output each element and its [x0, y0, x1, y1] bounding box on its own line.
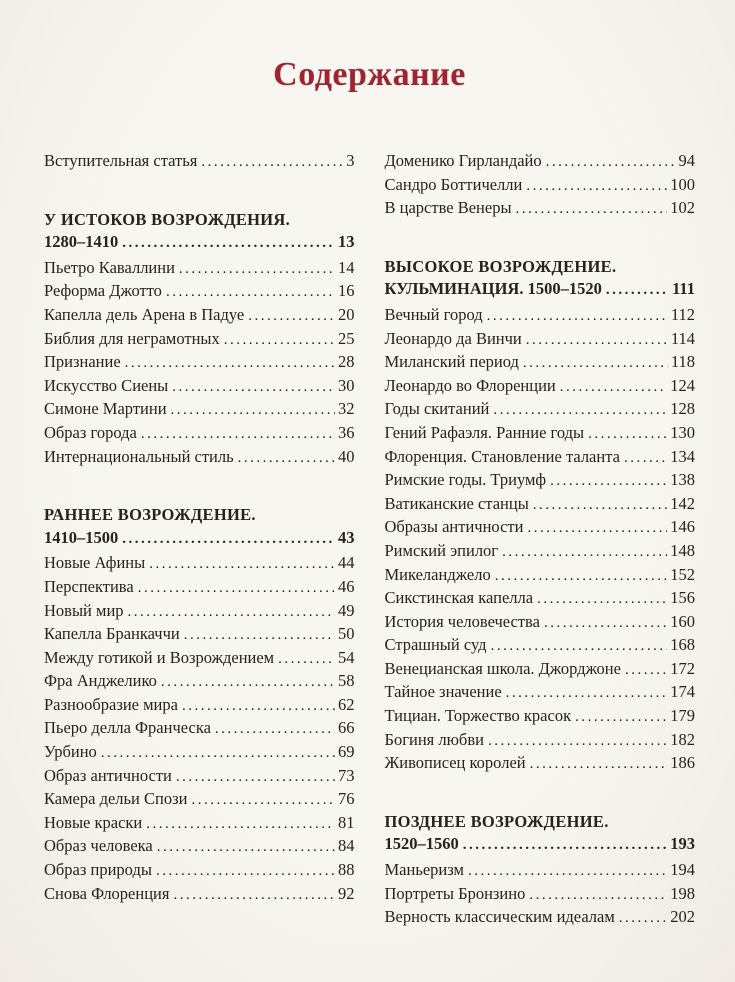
toc-entry-page: 58 — [338, 671, 355, 691]
dot-leader — [146, 812, 335, 836]
toc-entry-label: Тициан. Торжество красок — [384, 706, 572, 726]
toc-entry-label: Искусство Сиены — [44, 375, 169, 395]
toc-entry-page: 32 — [338, 399, 355, 419]
toc-entry-label: Снова Флоренция — [44, 883, 170, 903]
toc-entry-label: Образ природы — [44, 860, 152, 880]
toc-entry-label: Пьетро Каваллини — [44, 257, 175, 277]
toc-entry-label: Новые Афины — [44, 553, 146, 573]
toc-entry — [385, 634, 696, 658]
dot-leader — [506, 681, 668, 705]
dot-leader — [149, 552, 335, 576]
toc-entry — [385, 705, 696, 729]
toc-column-left — [44, 150, 355, 930]
toc-entry-label: Венецианская школа. Джорджоне — [384, 658, 621, 678]
dot-leader — [502, 540, 667, 564]
toc-entry — [385, 564, 696, 588]
toc-entry-label: Перспектива — [44, 576, 134, 596]
toc-entry — [385, 197, 696, 221]
dot-leader — [215, 717, 335, 741]
toc-entry-page: 73 — [338, 765, 355, 785]
toc-entry-page: 130 — [670, 422, 695, 442]
toc-entry-list — [44, 257, 355, 469]
section-subtitle-label: 1520–1560 — [384, 834, 459, 854]
toc-entry — [385, 883, 696, 907]
toc-entry-page: 94 — [678, 151, 695, 170]
dot-leader — [493, 398, 667, 422]
toc-entry — [44, 812, 355, 836]
dot-leader — [166, 280, 335, 304]
toc-entry — [385, 729, 696, 753]
section-subtitle — [385, 833, 696, 857]
toc-entry-label: Гений Рафаэля. Ранние годы — [384, 422, 585, 442]
toc-entry — [44, 257, 355, 281]
toc-entry-label: Разнообразие мира — [44, 694, 178, 714]
toc-entry — [385, 174, 696, 198]
toc-entry-label: Капелла дель Арена в Падуе — [44, 304, 245, 324]
toc-entry-page: 146 — [670, 517, 695, 537]
toc-entry — [385, 752, 696, 776]
toc-entry — [44, 741, 355, 765]
section-title: РАННЕЕ ВОЗРОЖДЕНИЕ. — [44, 505, 256, 525]
toc-entry-label: Новые краски — [44, 812, 143, 832]
toc-entry-page: 16 — [338, 281, 355, 301]
toc-entry — [44, 670, 355, 694]
toc-entry — [385, 493, 696, 517]
toc-entry-label: Тайное значение — [384, 682, 502, 702]
toc-entry — [385, 469, 696, 493]
toc-entry-label: В царстве Венеры — [384, 198, 512, 218]
section-subtitle — [44, 527, 355, 551]
toc-entry — [44, 647, 355, 671]
toc-entry-label: Доменико Гирландайо — [384, 151, 542, 170]
toc-entry-page: 81 — [338, 812, 355, 832]
dot-leader — [624, 446, 667, 470]
toc-entry-label: Римский эпилог — [384, 540, 499, 560]
toc-entry-page: 202 — [670, 907, 695, 927]
toc-entry — [385, 859, 696, 883]
toc-entry-page: 168 — [670, 635, 695, 655]
section-heading — [44, 504, 355, 550]
toc-entry-page: 186 — [670, 753, 695, 773]
dot-leader — [625, 658, 667, 682]
toc-entry-label: Новый мир — [44, 600, 124, 620]
toc-entry-page: 102 — [670, 198, 695, 218]
section-subtitle-page: 111 — [672, 279, 695, 299]
toc-entry — [44, 717, 355, 741]
toc-entry-label: Вступительная статья — [44, 151, 198, 170]
section-subtitle-page: 193 — [670, 834, 695, 854]
toc-entry-label: Образ города — [44, 422, 137, 442]
toc-entry-label: Урбино — [44, 742, 97, 762]
dot-leader — [122, 231, 335, 255]
toc-entry — [385, 540, 696, 564]
toc-entry — [385, 304, 696, 328]
dot-leader — [523, 351, 668, 375]
toc-entry-page: 124 — [670, 375, 695, 395]
toc-entry-list — [385, 304, 696, 776]
dot-leader — [172, 375, 335, 399]
page-title: Содержание — [273, 56, 466, 93]
toc-entry — [44, 398, 355, 422]
section-title: У ИСТОКОВ ВОЗРОЖДЕНИЯ. — [44, 209, 291, 229]
dot-leader — [537, 587, 667, 611]
toc-entry-page: 179 — [670, 706, 695, 726]
toc-entry-page: 25 — [338, 328, 355, 348]
toc-entry-page: 62 — [338, 694, 355, 714]
toc-entry-label: Флоренция. Становление таланта — [384, 446, 620, 466]
dot-leader — [173, 883, 335, 907]
toc-entry — [44, 788, 355, 812]
toc-entry-page: 36 — [338, 422, 355, 442]
dot-leader — [161, 670, 335, 694]
toc-entry-list — [385, 859, 696, 930]
toc-entry — [44, 694, 355, 718]
toc-entry-page: 138 — [670, 470, 695, 490]
toc-entry-label: Камера дельи Спози — [44, 789, 188, 809]
dot-leader — [495, 564, 668, 588]
toc-entry-page: 160 — [670, 611, 695, 631]
toc-entry — [44, 623, 355, 647]
toc-entry-page: 134 — [670, 446, 695, 466]
toc-entry-label: Пьеро делла Франческа — [44, 718, 211, 738]
toc-entry — [385, 611, 696, 635]
toc-entry — [44, 375, 355, 399]
toc-entry-label: Признание — [44, 352, 121, 372]
toc-entry-page: 112 — [670, 304, 695, 324]
dot-leader — [238, 446, 335, 470]
toc-entry — [385, 658, 696, 682]
toc-column-right — [385, 150, 696, 930]
dot-leader — [224, 328, 335, 352]
dot-leader — [157, 835, 335, 859]
toc-entry — [385, 906, 696, 930]
dot-leader — [248, 304, 335, 328]
toc-entry-page: 20 — [338, 304, 355, 324]
dot-leader — [550, 469, 667, 493]
toc-entry-label: Капелла Бранкаччи — [44, 624, 180, 644]
dot-leader — [278, 647, 335, 671]
toc-entry-page: 14 — [338, 257, 355, 277]
toc-entry-label: Леонардо да Винчи — [384, 328, 522, 348]
section-heading — [385, 256, 696, 302]
toc-entry — [385, 398, 696, 422]
toc-entry-page: 66 — [338, 718, 355, 738]
dot-leader — [141, 422, 335, 446]
toc-entry — [44, 150, 355, 174]
dot-leader — [463, 833, 668, 857]
toc-entry-label: Образы античности — [384, 517, 524, 537]
toc-entry-page: 28 — [338, 352, 355, 372]
section-subtitle-label: 1280–1410 — [44, 232, 119, 252]
toc-entry — [44, 280, 355, 304]
toc-entry-label: Фра Анджелико — [44, 671, 157, 691]
toc-entry — [44, 351, 355, 375]
toc-entry-page: 100 — [670, 174, 695, 194]
toc-entry-page: 194 — [670, 860, 695, 880]
dot-leader — [546, 150, 676, 174]
toc-entry — [44, 446, 355, 470]
dot-leader — [122, 527, 335, 551]
dot-leader — [588, 422, 667, 446]
toc-entry — [44, 552, 355, 576]
dot-leader — [184, 623, 335, 647]
toc-entry-page: 114 — [670, 328, 695, 348]
toc-entry-label: Образ античности — [44, 765, 172, 785]
toc-entry-label: Богиня любви — [384, 729, 484, 749]
toc-entry-label: Верность классическим идеалам — [384, 907, 615, 927]
toc-entry — [44, 328, 355, 352]
toc-entry-label: Ватиканские станцы — [384, 493, 529, 513]
toc-entry-list — [44, 552, 355, 906]
toc-entry — [44, 576, 355, 600]
toc-entry — [385, 446, 696, 470]
section-subtitle-label: 1410–1500 — [44, 527, 119, 547]
dot-leader — [530, 752, 668, 776]
toc-entry — [44, 600, 355, 624]
section-heading — [385, 811, 696, 857]
toc-entry-page: 69 — [338, 742, 355, 762]
toc-entry-label: Микеланджело — [384, 564, 491, 584]
dot-leader — [516, 197, 668, 221]
dot-leader — [488, 729, 667, 753]
section-subtitle-label: КУЛЬМИНАЦИЯ. 1500–1520 — [384, 279, 602, 299]
toc-entry — [44, 304, 355, 328]
dot-leader — [526, 328, 668, 352]
dot-leader — [176, 765, 335, 789]
toc-entry-page: 92 — [338, 883, 355, 903]
dot-leader — [487, 304, 668, 328]
toc-entry-page: 142 — [670, 493, 695, 513]
toc-entry-page: 198 — [670, 883, 695, 903]
dot-leader — [125, 351, 335, 375]
toc-entry-page: 76 — [338, 789, 355, 809]
dot-leader — [533, 493, 667, 517]
toc-entry — [385, 375, 696, 399]
toc-entry-label: Образ человека — [44, 836, 153, 856]
toc-entry-label: Римские годы. Триумф — [384, 470, 547, 490]
toc-entry-label: Реформа Джотто — [44, 281, 162, 301]
dot-leader — [191, 788, 335, 812]
toc-entry-page: 84 — [338, 836, 355, 856]
toc-entry-label: Годы скитаний — [384, 399, 490, 419]
toc-entry-label: Леонардо во Флоренции — [384, 375, 556, 395]
toc-entry-page: 174 — [670, 682, 695, 702]
dot-leader — [179, 257, 335, 281]
toc-entry-label: Интернациональный стиль — [44, 446, 234, 466]
dot-leader — [182, 694, 335, 718]
toc-entry — [385, 587, 696, 611]
toc-entry-label: Сандро Боттичелли — [384, 174, 523, 194]
toc-entry-label: Вечный город — [384, 304, 483, 324]
toc-entry-page: 172 — [670, 658, 695, 678]
toc-entry-page: 50 — [338, 624, 355, 644]
toc-entry — [385, 351, 696, 375]
toc-entry-label: Живописец королей — [384, 753, 526, 773]
toc-entry — [385, 516, 696, 540]
toc-entry-label: Миланский период — [384, 352, 519, 372]
toc-entry — [385, 422, 696, 446]
dot-leader — [527, 516, 667, 540]
toc-entry-label: Маньеризм — [384, 860, 464, 880]
toc-entry-page: 44 — [338, 553, 355, 573]
toc-entry-page: 30 — [338, 375, 355, 395]
toc-entry-page: 118 — [670, 352, 695, 372]
toc-entry-page: 156 — [670, 588, 695, 608]
toc-entry-label: Сикстинская капелла — [384, 588, 534, 608]
section-subtitle — [385, 278, 696, 302]
toc-entry-page: 182 — [670, 729, 695, 749]
dot-leader — [575, 705, 667, 729]
toc-entry — [44, 422, 355, 446]
toc-entry-page: 128 — [670, 399, 695, 419]
toc-entry-page: 46 — [338, 576, 355, 596]
toc-entry-page: 40 — [338, 446, 355, 466]
toc-entry-page: 148 — [670, 540, 695, 560]
toc-entry-page: 88 — [338, 860, 355, 880]
toc-entry — [44, 835, 355, 859]
toc-entry — [44, 883, 355, 907]
toc-entry-page: 49 — [338, 600, 355, 620]
toc-entry-label: Симоне Мартини — [44, 399, 167, 419]
section-title: ВЫСОКОЕ ВОЗРОЖДЕНИЕ. — [384, 256, 617, 276]
toc-entry-list — [385, 150, 696, 221]
toc-entry — [44, 859, 355, 883]
toc-entry-label: История человечества — [384, 611, 540, 631]
section-subtitle — [44, 231, 355, 255]
dot-leader — [560, 375, 667, 399]
toc-entry-page: 54 — [338, 647, 355, 667]
section-title: ПОЗДНЕЕ ВОЗРОЖДЕНИЕ. — [384, 811, 609, 831]
dot-leader — [171, 398, 335, 422]
section-heading — [44, 209, 355, 255]
dot-leader — [544, 611, 667, 635]
dot-leader — [128, 600, 335, 624]
dot-leader — [201, 150, 343, 174]
section-subtitle-page: 43 — [338, 527, 355, 547]
dot-leader — [619, 906, 667, 930]
toc-entry-label: Портреты Бронзино — [384, 883, 526, 903]
toc-entry — [385, 150, 696, 174]
toc-entry — [385, 328, 696, 352]
toc-entry-page: 152 — [670, 564, 695, 584]
toc-entry-label: Страшный суд — [384, 635, 487, 655]
dot-leader — [101, 741, 335, 765]
dot-leader — [468, 859, 667, 883]
toc-entry — [44, 765, 355, 789]
dot-leader — [606, 278, 669, 302]
toc-entry-label: Библия для неграмотных — [44, 328, 220, 348]
toc-columns — [44, 150, 695, 930]
dot-leader — [491, 634, 668, 658]
dot-leader — [526, 174, 667, 198]
dot-leader — [156, 859, 335, 883]
toc-entry-page: 3 — [346, 151, 355, 170]
toc-entry-label: Между готикой и Возрождением — [44, 647, 275, 667]
toc-entry-list — [44, 150, 355, 174]
toc-entry — [385, 681, 696, 705]
dot-leader — [138, 576, 335, 600]
section-subtitle-page: 13 — [338, 232, 355, 252]
dot-leader — [529, 883, 667, 907]
